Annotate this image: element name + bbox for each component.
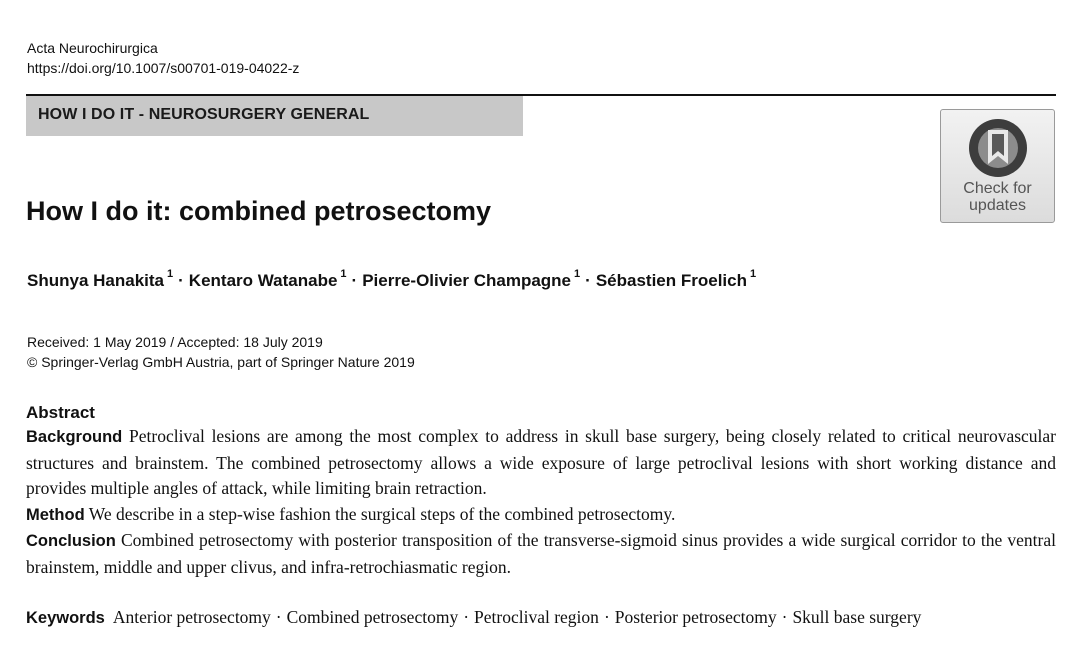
keyword-separator: · [275, 607, 282, 627]
keyword: Skull base surgery [792, 607, 922, 627]
abstract-section [26, 402, 1056, 580]
author-name[interactable]: Shunya Hanakita $^1$ [27, 268, 174, 290]
author-separator: · [178, 270, 184, 290]
keyword-separator: · [603, 607, 610, 627]
keyword-separator: · [463, 607, 470, 627]
keyword-separator: · [781, 607, 788, 627]
author-name[interactable]: Pierre-Olivier Champagne $^1$ [362, 268, 581, 290]
crossmark-icon [966, 116, 1030, 180]
abstract-label: Method [26, 505, 85, 524]
abstract-background [26, 424, 1056, 502]
author-affiliation: 1 [167, 268, 174, 280]
abstract-text: Combined petrosectomy with posterior transposition of the transverse-sigmoid sinus provides a wide surgical corridor to the ventral brainstem, middle and upper clivus, and infra-retrochiasmatic region. [26, 530, 1056, 577]
copyright-notice: © Springer-Verlag GmbH Austria, part of Springer Nature 2019 [27, 354, 415, 370]
article-category-banner: HOW I DO IT - NEUROSURGERY GENERAL [26, 96, 523, 136]
keyword: Petroclival region [474, 607, 599, 627]
author-list [27, 270, 756, 291]
check-for-updates-label: Check for updates [963, 180, 1032, 214]
abstract-label: Conclusion [26, 532, 116, 550]
author-affiliation: 1 [574, 268, 581, 280]
journal-header [27, 38, 299, 78]
author-name[interactable]: Kentaro Watanabe $^1$ [188, 268, 347, 290]
keyword: Combined petrosectomy [286, 607, 459, 627]
abstract-label: Background [26, 428, 123, 446]
received-accepted-dates: Received: 1 May 2019 / Accepted: 18 July 2019 [27, 334, 323, 350]
abstract-heading: Abstract [26, 403, 95, 422]
keyword: Anterior petrosectomy [112, 607, 271, 627]
doi-link[interactable]: https://doi.org/10.1007/s00701-019-04022-z [27, 60, 300, 76]
author-separator: · [585, 270, 591, 290]
abstract-text: Petroclival lesions are among the most complex to address in skull base surgery, being closely related to critical neurovascular structures and brainstem. The combined petrosectomy allows a wide exposure of large petroclival lesions with short working distance and provides multiple angles of attack, while limiting brain retraction. [26, 426, 1057, 498]
article-title: How I do it: combined petrosectomy [26, 196, 492, 226]
article-dates [27, 332, 415, 372]
keywords-label: Keywords [26, 609, 105, 627]
abstract-method [26, 502, 1056, 529]
keyword: Posterior petrosectomy [614, 607, 777, 627]
journal-name: Acta Neurochirurgica [27, 40, 158, 56]
author-affiliation: 1 [340, 268, 347, 280]
abstract-text: We describe in a step-wise fashion the surgical steps of the combined petrosectomy. [88, 503, 676, 524]
abstract-conclusion [26, 528, 1056, 580]
author-name[interactable]: Sébastien Froelich $^1$ [595, 268, 757, 290]
author-affiliation: 1 [750, 268, 757, 280]
keywords-line [26, 607, 921, 628]
author-separator: · [351, 270, 358, 290]
check-for-updates-button[interactable] [940, 109, 1055, 223]
